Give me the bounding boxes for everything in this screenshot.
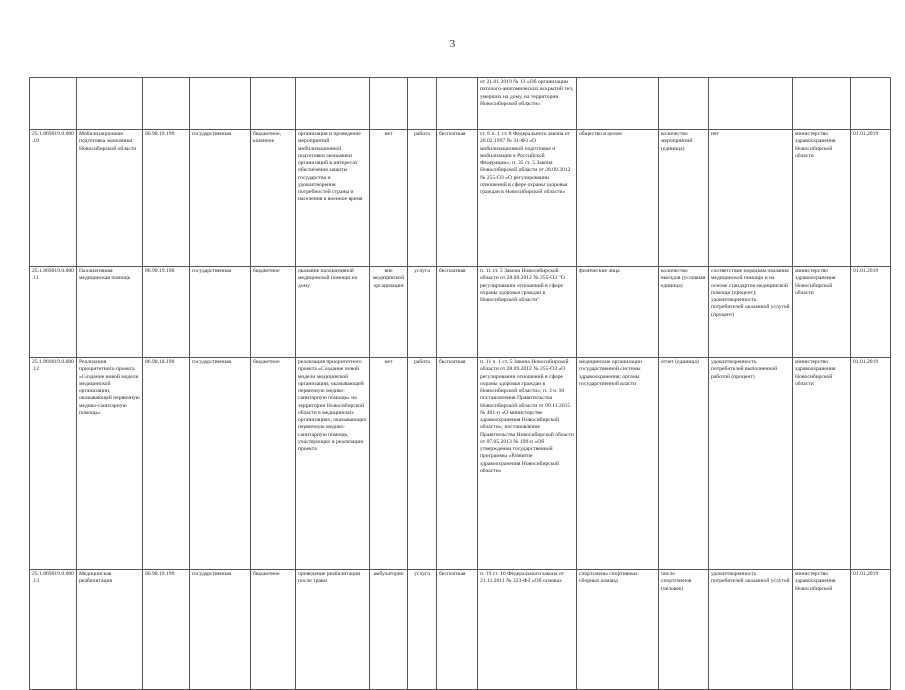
- category-cell: услуга: [408, 267, 437, 358]
- volume-indicator-cell: количество выездов (условная единица): [659, 267, 709, 358]
- institution-type-cell: [251, 78, 296, 130]
- legal-basis-cell: п. 19 ст. 16 Федерального закона от 21.11.2011 № 323-ФЗ «Об основах: [478, 570, 577, 690]
- institution-type-cell: бюджетное: [251, 358, 296, 570]
- date-cell: 01.01.2019: [851, 267, 891, 358]
- service-type-cell: государственная: [190, 267, 251, 358]
- services-table-grid: [29, 77, 891, 690]
- authority-cell: министерство здравоохранения Новосибирской области: [793, 358, 851, 570]
- conditions-cell: вне медицинской организации: [370, 267, 408, 358]
- service-content-cell: реализация приоритетного проекта «Создание новой модели медицинской организации, оказывающей первичную медико-санитарную помощь» на территории Новосибирской области в медицинских организациях, оказывающих первичную медико-санитарную помощь, участвующих в реализации проекта: [296, 358, 370, 570]
- payment-cell: [437, 78, 478, 130]
- table-row: [30, 570, 891, 690]
- category-cell: услуга: [408, 570, 437, 690]
- category-cell: работа: [408, 130, 437, 267]
- authority-cell: министерство здравоохранения Новосибирской области: [793, 267, 851, 358]
- legal-basis-cell: ст. 6 п. 1 ст. 8 Федерального закона от 26.02.1997 № 31-ФЗ «О мобилизационной подготовке и мобилизации в Российской Федерации»; п. 35 ст. 5 Закона Новосибирской области от 28.09.2012 № 255-ОЗ «О регулировании отношений в сфере охраны здоровья граждан в Новосибирской области»: [478, 130, 577, 267]
- institution-type-cell: бюджетное: [251, 570, 296, 690]
- conditions-cell: [370, 78, 408, 130]
- consumers-cell: спортсмены спортивных сборных команд: [577, 570, 659, 690]
- service-type-cell: государственная: [190, 358, 251, 570]
- authority-cell: министерство здравоохранения Новосибирской: [793, 570, 851, 690]
- registry-code-cell: 25.1.869019.0.000.10: [30, 130, 77, 267]
- payment-cell: бесплатная: [437, 267, 478, 358]
- registry-code-cell: 25.1.869019.0.000.13: [30, 570, 77, 690]
- consumers-cell: физические лица: [577, 267, 659, 358]
- category-cell: работа: [408, 358, 437, 570]
- legal-basis-cell: от 21.01.2019 № 13 «Об организации патолого-анатомических вскрытий тел, умерших на дому, на территории Новосибирской области»: [478, 78, 577, 130]
- date-cell: 01.01.2019: [851, 130, 891, 267]
- conditions-cell: нет: [370, 130, 408, 267]
- institution-type-cell: бюджетное: [251, 267, 296, 358]
- category-cell: [408, 78, 437, 130]
- service-content-cell: проведение реабилитации после травм: [296, 570, 370, 690]
- table-row: [30, 130, 891, 267]
- volume-indicator-cell: отчет (единица): [659, 358, 709, 570]
- consumers-cell: медицинские организации государственной системы здравоохранения; органы государственной власти: [577, 358, 659, 570]
- okved-code-cell: 86.90.19.190: [143, 570, 190, 690]
- okved-code-cell: [143, 78, 190, 130]
- service-content-cell: организация и проведение мероприятий мобилизационной подготовки экономики организаций в интересах обеспечения защиты государства и удовлетворения потребностей страны и населения в военное время: [296, 130, 370, 267]
- conditions-cell: нет: [370, 358, 408, 570]
- table-row: [30, 267, 891, 358]
- okved-code-cell: 86.90.18.190: [143, 358, 190, 570]
- service-type-cell: государственная: [190, 570, 251, 690]
- authority-cell: [793, 78, 851, 130]
- service-type-cell: государственная: [190, 130, 251, 267]
- service-name-cell: Паллиативная медицинская помощь: [77, 267, 143, 358]
- quality-indicator-cell: нет: [709, 130, 793, 267]
- registry-code-cell: 25.1.869019.0.000.12: [30, 358, 77, 570]
- authority-cell: министерство здравоохранения Новосибирской области: [793, 130, 851, 267]
- date-cell: 01.01.2019: [851, 358, 891, 570]
- quality-indicator-cell: удовлетворенность потребителей оказанной услугой: [709, 570, 793, 690]
- institution-type-cell: бюджетное, казенное: [251, 130, 296, 267]
- quality-indicator-cell: соответствие порядкам оказания медицинской помощи и на основе стандартов медицинской помощи (процент); удовлетворенность потребителей оказанной услугой (процент): [709, 267, 793, 358]
- quality-indicator-cell: [709, 78, 793, 130]
- consumers-cell: [577, 78, 659, 130]
- date-cell: 01.01.2019: [851, 570, 891, 690]
- service-name-cell: Мобилизационная подготовка экономики Новосибирской области: [77, 130, 143, 267]
- service-content-cell: [296, 78, 370, 130]
- registry-code-cell: [30, 78, 77, 130]
- payment-cell: бесплатная: [437, 130, 478, 267]
- date-cell: [851, 78, 891, 130]
- service-name-cell: Реализация приоритетного проекта «Создание новой модели медицинской организации, оказывающей первичную медико-санитарную помощь»: [77, 358, 143, 570]
- payment-cell: бесплатная: [437, 570, 478, 690]
- services-table: [29, 77, 879, 640]
- service-name-cell: Медицинская реабилитация: [77, 570, 143, 690]
- service-type-cell: [190, 78, 251, 130]
- payment-cell: бесплатная: [437, 358, 478, 570]
- page-number: 3: [449, 38, 456, 50]
- volume-indicator-cell: число спортсменов (человек): [659, 570, 709, 690]
- quality-indicator-cell: удовлетворенность потребителей выполненной работой (процент): [709, 358, 793, 570]
- registry-code-cell: 25.1.869019.0.000.11: [30, 267, 77, 358]
- service-content-cell: оказание паллиативной медицинской помощи на дому: [296, 267, 370, 358]
- table-row: [30, 358, 891, 570]
- consumers-cell: общество в целом: [577, 130, 659, 267]
- volume-indicator-cell: количество мероприятий (единица): [659, 130, 709, 267]
- legal-basis-cell: п. 11 ч. 1 ст. 5 Закона Новосибирской области от 28.09.2012 № 255-ОЗ «О регулировании отношений в сфере охраны здоровья граждан в Новосибирской области»; п. 3 ч. 10 постановления Правительства Новосибирской области от 09.11.2015 № 401-п «О министерстве здравоохранения Новосибирской области»; постановление Правительства Новосибирской области от 07.05.2013 № 199-п «Об утверждении государственной программы «Развитие здравоохранения Новосибирской области»: [478, 358, 577, 570]
- conditions-cell: амбулаторно: [370, 570, 408, 690]
- legal-basis-cell: п. 11 ст. 5 Закона Новосибирской области от 28.09.2012 № 255-ОЗ "О регулировании отношений в сфере охраны здоровья граждан в Новосибирской области": [478, 267, 577, 358]
- table-row-continuation: [30, 78, 891, 130]
- okved-code-cell: 86.90.19.190: [143, 267, 190, 358]
- volume-indicator-cell: [659, 78, 709, 130]
- service-name-cell: [77, 78, 143, 130]
- table-body: [30, 78, 891, 690]
- okved-code-cell: 86.90.19.190: [143, 130, 190, 267]
